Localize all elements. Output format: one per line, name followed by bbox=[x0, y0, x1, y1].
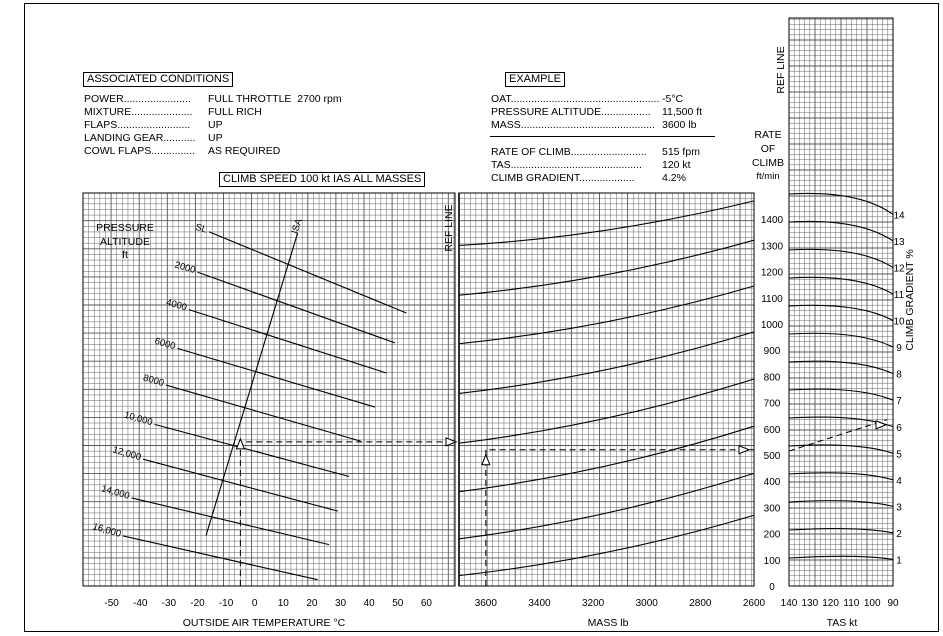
example-value: 120 kt bbox=[662, 159, 691, 171]
rate-of-climb-tick-label: 500 bbox=[763, 451, 781, 462]
oat-tick-label: -30 bbox=[161, 598, 177, 609]
altitude-label: 12,000 bbox=[111, 444, 143, 464]
example-value: 4.2% bbox=[662, 172, 686, 184]
example-label: MASS.............................................. bbox=[491, 119, 655, 131]
gradient-tick-label: 6 bbox=[896, 422, 902, 434]
rate-of-climb-tick-label: 300 bbox=[763, 503, 781, 515]
example-arrow bbox=[482, 455, 490, 465]
rate-of-climb-tick-label: 900 bbox=[763, 346, 781, 358]
oat-tick-label: 30 bbox=[334, 598, 347, 609]
rate-of-climb-tick-label: 400 bbox=[763, 477, 781, 489]
oat-axis-title: OUTSIDE AIR TEMPERATURE °C bbox=[182, 617, 346, 629]
rate-of-climb-title: CLIMB bbox=[751, 157, 785, 169]
condition-label: LANDING GEAR........... bbox=[84, 132, 196, 144]
condition-value: AS REQUIRED bbox=[208, 145, 281, 157]
mass-tick-label: 2600 bbox=[742, 598, 766, 609]
gradient-tick-label: 9 bbox=[896, 343, 902, 355]
gradient-tick-label: 10 bbox=[893, 316, 905, 328]
rate-of-climb-tick-label: 100 bbox=[763, 555, 781, 567]
example-value: -5°C bbox=[662, 93, 684, 105]
rate-of-climb-tick-label: 1300 bbox=[760, 241, 784, 253]
rate-of-climb-tick-label: 800 bbox=[763, 372, 781, 384]
altitude-label: 10,000 bbox=[122, 409, 154, 429]
altitude-axis-title: ft bbox=[122, 249, 128, 261]
gradient-tick-label: 5 bbox=[896, 449, 902, 461]
rate-of-climb-tick-label: 0 bbox=[769, 582, 775, 593]
mass-guide-line bbox=[459, 379, 754, 443]
altitude-label: 2000 bbox=[173, 259, 197, 277]
example-path-mass bbox=[486, 450, 754, 586]
rate-of-climb-tick-label: 700 bbox=[763, 398, 781, 410]
gradient-tick-label: 2 bbox=[896, 528, 902, 540]
rate-of-climb-tick-label: 1000 bbox=[760, 320, 784, 331]
oat-tick-label: 60 bbox=[420, 598, 432, 609]
rate-of-climb-title: OF bbox=[760, 143, 776, 155]
tas-tick-label: 130 bbox=[801, 598, 819, 609]
mass-guide-line bbox=[459, 332, 754, 394]
mass-ref-line-label: REF LINE bbox=[443, 204, 455, 252]
associated-conditions-heading: ASSOCIATED CONDITIONS bbox=[83, 72, 233, 87]
gradient-axis-label: CLIMB GRADIENT % bbox=[904, 249, 916, 351]
altitude-label: 4000 bbox=[164, 297, 189, 314]
mass-guide-line bbox=[459, 286, 754, 344]
oat-tick-label: -10 bbox=[218, 598, 234, 609]
rate-of-climb-tick-label: 1200 bbox=[760, 267, 784, 279]
example-value: 3600 lb bbox=[662, 119, 697, 131]
example-value: 11,500 ft bbox=[662, 106, 703, 118]
example-label: TAS............................................. bbox=[491, 159, 642, 171]
example-value: 515 fpm bbox=[662, 146, 700, 158]
example-heading: EXAMPLE bbox=[505, 72, 565, 87]
gradient-tick-label: 13 bbox=[893, 236, 905, 248]
gradient-tick-label: 14 bbox=[893, 210, 905, 222]
gradient-tick-label: 4 bbox=[896, 475, 902, 487]
altitude-axis-title: PRESSURE bbox=[96, 222, 154, 234]
rate-of-climb-tick-label: 1400 bbox=[760, 215, 784, 227]
tas-tick-label: 90 bbox=[887, 598, 899, 609]
climb-speed-label: CLIMB SPEED 100 kt IAS ALL MASSES bbox=[219, 172, 425, 187]
altitude-label: SL bbox=[193, 221, 209, 236]
oat-tick-label: 10 bbox=[277, 598, 289, 609]
oat-tick-label: -40 bbox=[133, 598, 148, 609]
rate-of-climb-title: ft/min bbox=[756, 171, 780, 182]
condition-label: MIXTURE..................... bbox=[84, 106, 193, 118]
tas-ref-line-label: REF LINE bbox=[775, 46, 787, 94]
rate-of-climb-title: RATE bbox=[754, 129, 782, 141]
altitude-label: 6000 bbox=[153, 335, 177, 353]
mass-guide-line bbox=[459, 473, 754, 539]
example-path-temperature bbox=[240, 442, 457, 586]
oat-tick-label: 0 bbox=[251, 598, 258, 609]
altitude-label: 16,000 bbox=[91, 521, 123, 540]
tas-tick-label: 100 bbox=[863, 598, 881, 609]
condition-value: UP bbox=[208, 119, 223, 131]
tas-axis-title: TAS kt bbox=[826, 617, 858, 629]
mass-tick-label: 2800 bbox=[689, 598, 712, 609]
rate-of-climb-tick-label: 1100 bbox=[761, 293, 783, 305]
mass-guide-line bbox=[459, 426, 754, 492]
rate-of-climb-tick-label: 600 bbox=[763, 424, 781, 436]
example-arrow bbox=[876, 421, 886, 429]
mass-guide-line bbox=[459, 201, 754, 246]
mass-tick-label: 3200 bbox=[581, 598, 605, 609]
altitude-line bbox=[189, 310, 386, 373]
mass-tick-label: 3000 bbox=[635, 598, 658, 609]
example-label: RATE OF CLIMB.......................... bbox=[491, 146, 647, 158]
tas-tick-label: 140 bbox=[780, 598, 798, 609]
mass-axis-title: MASS lb bbox=[587, 617, 629, 629]
altitude-line bbox=[132, 498, 329, 545]
oat-tick-label: 20 bbox=[306, 598, 318, 609]
oat-tick-label: 50 bbox=[392, 598, 404, 609]
gradient-tick-label: 7 bbox=[896, 396, 902, 408]
oat-tick-label: -50 bbox=[104, 598, 119, 609]
oat-tick-label: -20 bbox=[190, 598, 205, 609]
condition-value: FULL RICH bbox=[208, 106, 262, 118]
mass-tick-label: 3400 bbox=[528, 598, 551, 609]
isa-label: ISA bbox=[289, 217, 305, 236]
temperature-panel-grid bbox=[83, 193, 455, 586]
gradient-tick-label: 12 bbox=[893, 263, 905, 275]
condition-label: FLAPS......................... bbox=[84, 119, 191, 131]
tas-tick-label: 110 bbox=[843, 598, 860, 609]
rate-of-climb-tick-label: 200 bbox=[763, 529, 781, 541]
altitude-line bbox=[177, 348, 374, 407]
altitude-label: 8000 bbox=[141, 372, 166, 389]
altitude-label: 14,000 bbox=[99, 483, 131, 502]
gradient-tick-label: 11 bbox=[893, 290, 905, 302]
condition-label: COWL FLAPS............... bbox=[84, 145, 196, 157]
altitude-axis-title: ALTITUDE bbox=[100, 236, 150, 248]
example-label: CLIMB GRADIENT................... bbox=[491, 172, 635, 184]
example-label: PRESSURE ALTITUDE................. bbox=[491, 106, 651, 118]
gradient-tick-label: 3 bbox=[896, 502, 902, 514]
tas-tick-label: 120 bbox=[822, 598, 839, 609]
condition-value: UP bbox=[208, 132, 223, 144]
condition-label: POWER....................... bbox=[84, 93, 191, 105]
oat-tick-label: 40 bbox=[363, 598, 375, 609]
gradient-tick-label: 8 bbox=[896, 369, 902, 381]
gradient-tick-label: 1 bbox=[896, 555, 902, 567]
example-label: OAT................................................... bbox=[491, 93, 660, 105]
condition-value: FULL THROTTLE 2700 rpm bbox=[208, 93, 342, 105]
mass-tick-label: 3600 bbox=[474, 598, 497, 609]
example-arrow bbox=[739, 446, 749, 454]
example-arrow bbox=[236, 439, 244, 449]
